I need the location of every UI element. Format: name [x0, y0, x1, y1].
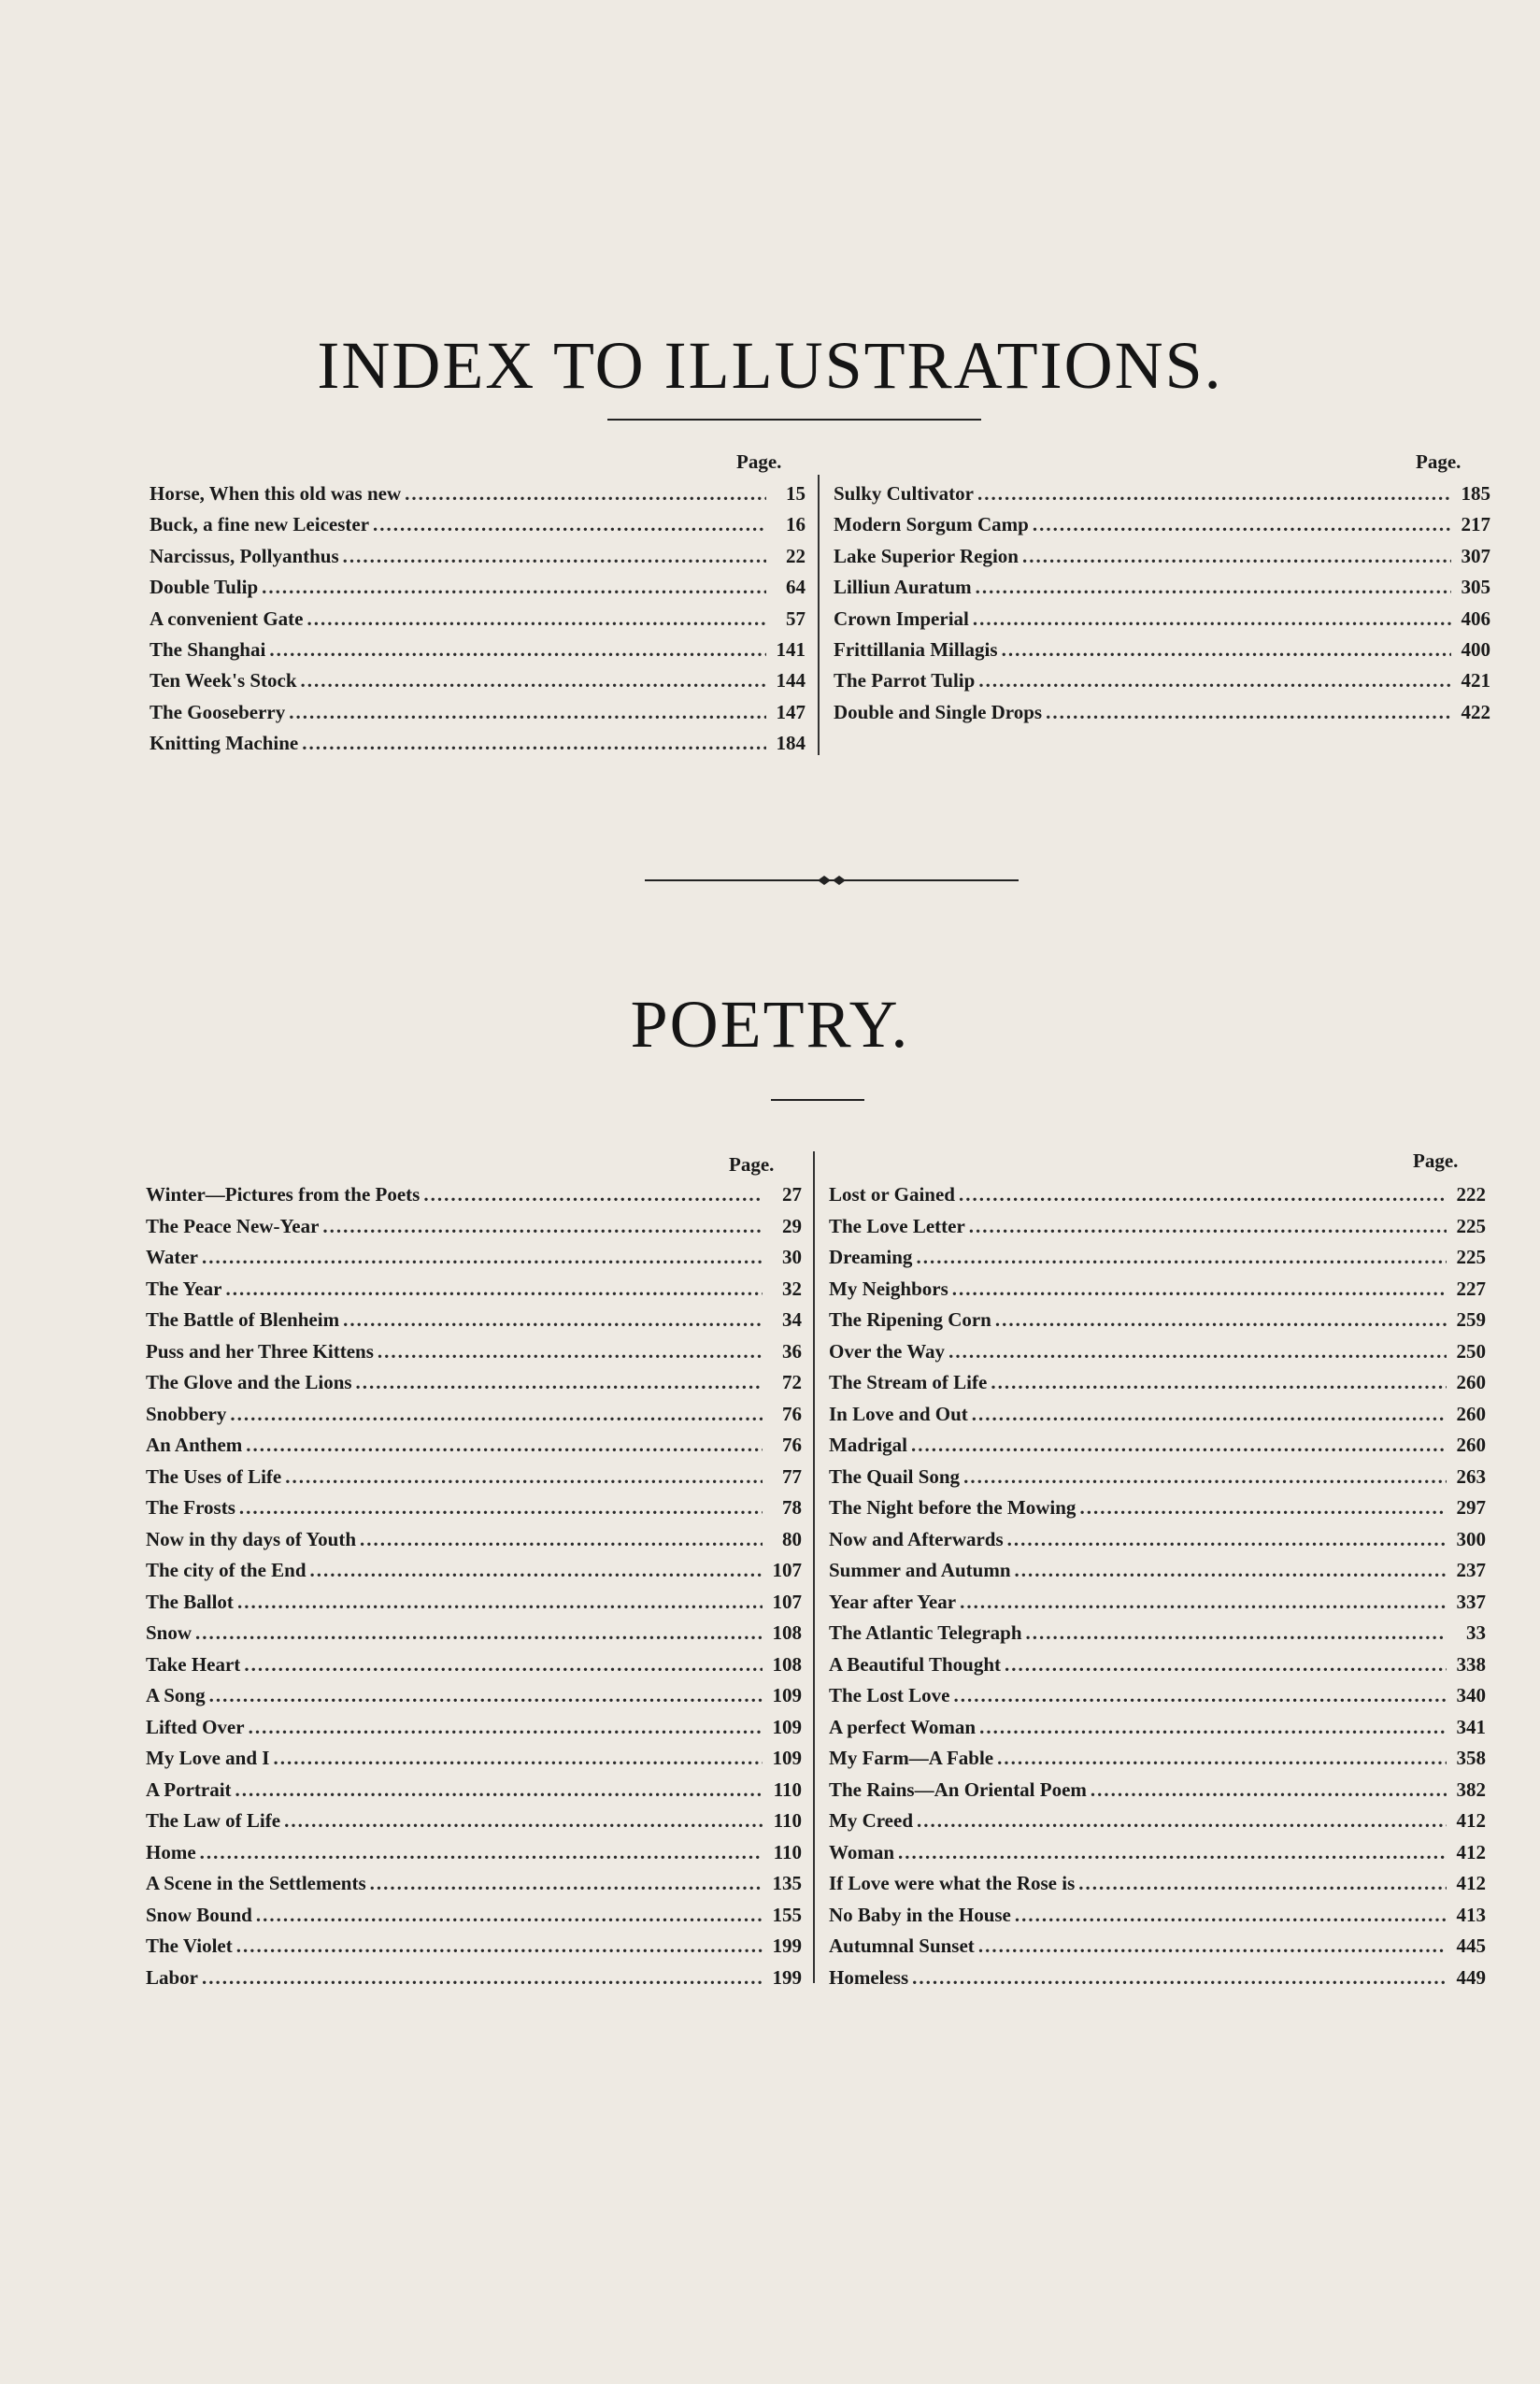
dot-leader: [322, 1211, 763, 1243]
entry-title: Winter—Pictures from the Poets: [146, 1183, 421, 1206]
entry-page-number: 227: [1456, 1277, 1486, 1300]
entry-title: Snow: [146, 1621, 192, 1644]
index-entry: [829, 1618, 1486, 1649]
entry-page-number: 337: [1456, 1590, 1486, 1613]
entry-page-number: 109: [772, 1684, 802, 1706]
entry-title: Year after Year: [829, 1590, 957, 1613]
dot-leader: [356, 1367, 763, 1399]
dot-leader: [1015, 1900, 1447, 1932]
entry-title: Frittillania Millagis: [834, 637, 998, 661]
entry-page-number: 185: [1461, 482, 1490, 505]
dot-leader: [246, 1430, 763, 1462]
dot-leader: [1002, 635, 1451, 665]
entry-page-number: 22: [786, 544, 806, 567]
entry-page-number: 108: [772, 1621, 802, 1644]
entry-title: Lifted Over: [146, 1715, 245, 1738]
entry-title: Lost or Gained: [829, 1183, 955, 1206]
entry-title: The Law of Life: [146, 1809, 281, 1832]
dot-leader: [284, 1806, 763, 1837]
index-entry: [829, 1587, 1486, 1619]
index-entry: [150, 635, 806, 665]
dot-leader: [1078, 1868, 1447, 1900]
dot-leader: [209, 1680, 763, 1712]
entry-title: Double Tulip: [150, 576, 259, 599]
poetry-heading: POETRY.: [630, 987, 910, 1062]
index-entry: [146, 1211, 802, 1243]
dot-leader: [230, 1399, 763, 1431]
index-entry: [829, 1211, 1486, 1243]
entry-title: The Violet: [146, 1934, 233, 1957]
dot-leader: [972, 1399, 1447, 1431]
entry-page-number: 184: [776, 732, 806, 755]
index-entry: [829, 1492, 1486, 1524]
index-entry: [146, 1367, 802, 1399]
dot-leader: [1091, 1775, 1447, 1806]
entry-page-number: 107: [772, 1559, 802, 1581]
index-entry: [150, 665, 806, 696]
index-entry: [146, 1680, 802, 1712]
index-entry: [146, 1555, 802, 1587]
dot-leader: [285, 1462, 763, 1493]
index-entry: [829, 1775, 1486, 1806]
entry-page-number: 260: [1456, 1402, 1486, 1425]
entry-title: Puss and her Three Kittens: [146, 1339, 374, 1363]
dot-leader: [973, 604, 1451, 635]
index-entry: [146, 1963, 802, 1994]
index-entry: [834, 635, 1490, 665]
entry-page-number: 107: [772, 1590, 802, 1613]
index-entry: [146, 1931, 802, 1963]
dot-leader: [954, 1680, 1447, 1712]
entry-page-number: 110: [773, 1777, 802, 1801]
entry-page-number: 155: [772, 1903, 802, 1926]
index-entry: [829, 1336, 1486, 1368]
dot-leader: [302, 728, 766, 759]
dot-leader: [978, 1931, 1447, 1963]
entry-page-number: 76: [782, 1434, 802, 1456]
entry-page-number: 260: [1456, 1434, 1486, 1456]
entry-title: Sulky Cultivator: [834, 482, 974, 505]
dot-leader: [952, 1274, 1447, 1306]
entry-page-number: 338: [1456, 1652, 1486, 1676]
dot-leader: [237, 1587, 763, 1619]
index-entry: [150, 541, 806, 572]
index-entry: [834, 697, 1490, 728]
index-entry: [146, 1274, 802, 1306]
dot-leader: [1015, 1555, 1447, 1587]
entry-page-number: 250: [1456, 1339, 1486, 1363]
dot-leader: [301, 665, 766, 696]
entry-page-number: 297: [1456, 1496, 1486, 1519]
entry-title: The Night before the Mowing: [829, 1496, 1077, 1519]
dot-leader: [249, 1712, 763, 1744]
dot-leader: [995, 1305, 1447, 1336]
dot-leader: [236, 1931, 763, 1963]
index-entry: [146, 1806, 802, 1837]
entry-page-number: 421: [1461, 669, 1490, 692]
index-entry: [829, 1242, 1486, 1274]
index-entry: [829, 1680, 1486, 1712]
dot-leader: [256, 1900, 763, 1932]
entry-page-number: 422: [1461, 700, 1490, 723]
dot-leader: [977, 478, 1451, 509]
entry-page-number: 341: [1456, 1715, 1486, 1738]
index-entry: [150, 728, 806, 759]
dot-leader: [262, 572, 766, 603]
dot-leader: [960, 1587, 1447, 1619]
dot-leader: [978, 665, 1451, 696]
entry-title: My Farm—A Fable: [829, 1747, 994, 1769]
dot-leader: [244, 1649, 763, 1681]
entry-title: My Creed: [829, 1809, 913, 1832]
entry-title: The Battle of Blenheim: [146, 1308, 340, 1331]
dot-leader: [360, 1524, 763, 1556]
page-column-label: Page.: [729, 1153, 775, 1176]
index-entry: [829, 1649, 1486, 1681]
index-entry: [146, 1305, 802, 1336]
index-entry: [146, 1743, 802, 1775]
entry-title: Dreaming: [829, 1246, 913, 1268]
entry-title: A convenient Gate: [150, 607, 304, 630]
dot-leader: [307, 604, 766, 635]
entry-title: Now in thy days of Youth: [146, 1527, 357, 1550]
index-entry: [834, 665, 1490, 696]
entry-title: Labor: [146, 1965, 199, 1989]
index-entry: [146, 1336, 802, 1368]
entry-page-number: 80: [782, 1527, 802, 1550]
index-entry: [834, 509, 1490, 540]
dot-leader: [202, 1242, 763, 1274]
entry-title: Over the Way: [829, 1339, 946, 1363]
dot-leader: [273, 1743, 763, 1775]
entry-page-number: 141: [776, 637, 806, 661]
dot-leader: [997, 1743, 1447, 1775]
entry-title: The Stream of Life: [829, 1371, 988, 1393]
entry-title: The Year: [146, 1277, 222, 1300]
entry-page-number: 64: [786, 576, 806, 599]
entry-title: Summer and Autumn: [829, 1559, 1011, 1581]
entry-page-number: 32: [782, 1277, 802, 1300]
entry-page-number: 413: [1456, 1903, 1486, 1926]
entry-page-number: 412: [1456, 1840, 1486, 1863]
entry-page-number: 29: [782, 1214, 802, 1237]
entry-page-number: 412: [1456, 1809, 1486, 1832]
entry-title: Madrigal: [829, 1434, 907, 1456]
entry-title: The Ballot: [146, 1590, 234, 1613]
entry-page-number: 16: [786, 513, 806, 536]
index-entry: [150, 697, 806, 728]
index-entry: [146, 1712, 802, 1744]
entry-page-number: 400: [1461, 637, 1490, 661]
entry-title: The Lost Love: [829, 1684, 950, 1706]
index-entry: [829, 1179, 1486, 1211]
dot-leader: [911, 1430, 1447, 1462]
entry-title: My Neighbors: [829, 1277, 948, 1300]
entry-page-number: 340: [1456, 1684, 1486, 1706]
index-entry: [834, 604, 1490, 635]
index-entry: [829, 1963, 1486, 1994]
section-ornament: [645, 874, 1019, 887]
dot-leader: [310, 1555, 763, 1587]
dot-leader: [976, 572, 1451, 603]
illustrations-right-column: [834, 478, 1490, 728]
entry-title: Lake Superior Region: [834, 544, 1019, 567]
index-entry: [146, 1492, 802, 1524]
entry-title: The Shanghai: [150, 637, 266, 661]
entry-page-number: 237: [1456, 1559, 1486, 1581]
index-entry: [146, 1900, 802, 1932]
entry-page-number: 225: [1456, 1214, 1486, 1237]
poetry-left-column: [146, 1179, 802, 1993]
dot-leader: [202, 1963, 763, 1994]
index-entry: [150, 509, 806, 540]
entry-title: Snow Bound: [146, 1903, 252, 1926]
entry-title: The city of the End: [146, 1559, 307, 1581]
entry-title: The Gooseberry: [150, 700, 286, 723]
entry-page-number: 27: [782, 1183, 802, 1206]
entry-page-number: 110: [773, 1809, 802, 1832]
entry-page-number: 76: [782, 1402, 802, 1425]
entry-title: A perfect Woman: [829, 1715, 977, 1738]
index-entry: [146, 1399, 802, 1431]
index-entry: [829, 1712, 1486, 1744]
dot-leader: [1026, 1618, 1447, 1649]
entry-title: Homeless: [829, 1965, 909, 1989]
index-entry: [829, 1305, 1486, 1336]
entry-title: Modern Sorgum Camp: [834, 513, 1029, 536]
entry-page-number: 406: [1461, 607, 1490, 630]
entry-page-number: 449: [1456, 1965, 1486, 1989]
index-entry: [829, 1837, 1486, 1869]
entry-title: Double and Single Drops: [834, 700, 1043, 723]
index-entry: [146, 1775, 802, 1806]
entry-title: The Uses of Life: [146, 1464, 282, 1488]
dot-leader: [912, 1963, 1447, 1994]
entry-title: The Quail Song: [829, 1464, 961, 1488]
dot-leader: [1022, 541, 1451, 572]
entry-title: Lilliun Auratum: [834, 576, 972, 599]
index-entry: [834, 541, 1490, 572]
entry-page-number: 147: [776, 700, 806, 723]
dot-leader: [195, 1618, 763, 1649]
entry-title: Autumnal Sunset: [829, 1934, 975, 1957]
entry-title: The Parrot Tulip: [834, 669, 976, 692]
index-entry: [834, 572, 1490, 603]
entry-title: The Frosts: [146, 1496, 235, 1519]
dot-leader: [1079, 1492, 1447, 1524]
dot-leader: [343, 541, 766, 572]
index-entry: [150, 572, 806, 603]
dot-leader: [969, 1211, 1447, 1243]
dot-leader: [235, 1775, 763, 1806]
entry-title: The Rains—An Oriental Poem: [829, 1777, 1087, 1801]
entry-page-number: 72: [782, 1371, 802, 1393]
entry-page-number: 15: [786, 482, 806, 505]
entry-title: Knitting Machine: [150, 732, 299, 755]
entry-title: The Love Letter: [829, 1214, 965, 1237]
entry-page-number: 305: [1461, 576, 1490, 599]
entry-page-number: 109: [772, 1747, 802, 1769]
entry-page-number: 199: [772, 1965, 802, 1989]
illustrations-heading: INDEX TO ILLUSTRATIONS.: [317, 328, 1223, 403]
entry-page-number: 307: [1461, 544, 1490, 567]
entry-page-number: 34: [782, 1308, 802, 1331]
entry-page-number: 260: [1456, 1371, 1486, 1393]
entry-title: Snobbery: [146, 1402, 227, 1425]
entry-title: An Anthem: [146, 1434, 243, 1456]
index-entry: [146, 1618, 802, 1649]
index-entry: [834, 478, 1490, 509]
dot-leader: [963, 1462, 1447, 1493]
entry-title: A Beautiful Thought: [829, 1652, 1002, 1676]
dot-leader: [225, 1274, 763, 1306]
entry-page-number: 36: [782, 1339, 802, 1363]
dot-leader: [959, 1179, 1447, 1211]
index-entry: [829, 1274, 1486, 1306]
heading-rule: [771, 1099, 864, 1101]
entry-title: Ten Week's Stock: [150, 669, 297, 692]
entry-title: Narcissus, Pollyanthus: [150, 544, 339, 567]
entry-title: Horse, When this old was new: [150, 482, 402, 505]
dot-leader: [423, 1179, 763, 1211]
index-entry: [146, 1837, 802, 1869]
dot-leader: [343, 1305, 763, 1336]
column-divider: [818, 475, 820, 755]
entry-page-number: 109: [772, 1715, 802, 1738]
entry-page-number: 144: [776, 669, 806, 692]
entry-title: No Baby in the House: [829, 1903, 1011, 1926]
poetry-right-column: [829, 1179, 1486, 1993]
index-entry: [146, 1587, 802, 1619]
dot-leader: [269, 635, 766, 665]
index-entry: [146, 1430, 802, 1462]
index-entry: [150, 604, 806, 635]
page-column-label: Page.: [1413, 1149, 1459, 1172]
index-entry: [829, 1462, 1486, 1493]
entry-page-number: 225: [1456, 1246, 1486, 1268]
entry-page-number: 57: [786, 607, 806, 630]
index-entry: [829, 1524, 1486, 1556]
dot-leader: [991, 1367, 1447, 1399]
entry-title: My Love and I: [146, 1747, 270, 1769]
dot-leader: [917, 1806, 1447, 1837]
entry-page-number: 382: [1456, 1777, 1486, 1801]
entry-title: Buck, a fine new Leicester: [150, 513, 370, 536]
index-entry: [829, 1900, 1486, 1932]
dot-leader: [370, 1868, 763, 1900]
dot-leader: [948, 1336, 1447, 1368]
dot-leader: [373, 509, 766, 540]
index-entry: [829, 1743, 1486, 1775]
entry-page-number: 135: [772, 1872, 802, 1894]
dot-leader: [405, 478, 766, 509]
entry-page-number: 77: [782, 1464, 802, 1488]
index-entry: [829, 1931, 1486, 1963]
entry-title: Now and Afterwards: [829, 1527, 1004, 1550]
index-entry: [146, 1242, 802, 1274]
index-entry: [829, 1430, 1486, 1462]
dot-leader: [916, 1242, 1447, 1274]
index-entry: [829, 1555, 1486, 1587]
entry-page-number: 259: [1456, 1308, 1486, 1331]
entry-page-number: 78: [782, 1496, 802, 1519]
entry-page-number: 222: [1456, 1183, 1486, 1206]
entry-title: Take Heart: [146, 1652, 241, 1676]
entry-page-number: 412: [1456, 1872, 1486, 1894]
entry-page-number: 110: [773, 1840, 802, 1863]
entry-page-number: 30: [782, 1246, 802, 1268]
entry-page-number: 108: [772, 1652, 802, 1676]
entry-page-number: 358: [1456, 1747, 1486, 1769]
entry-page-number: 33: [1466, 1621, 1486, 1644]
dot-leader: [898, 1837, 1447, 1869]
dot-leader: [239, 1492, 763, 1524]
dot-leader: [1007, 1524, 1447, 1556]
entry-title: The Glove and the Lions: [146, 1371, 352, 1393]
entry-title: Water: [146, 1246, 198, 1268]
entry-title: A Portrait: [146, 1777, 232, 1801]
page-column-label: Page.: [736, 450, 782, 473]
index-entry: [146, 1649, 802, 1681]
entry-page-number: 445: [1456, 1934, 1486, 1957]
index-entry: [829, 1868, 1486, 1900]
index-entry: [829, 1806, 1486, 1837]
illustrations-left-column: [150, 478, 806, 760]
index-entry: [829, 1367, 1486, 1399]
entry-page-number: 300: [1456, 1527, 1486, 1550]
entry-title: The Peace New-Year: [146, 1214, 320, 1237]
entry-page-number: 217: [1461, 513, 1490, 536]
column-divider: [813, 1151, 815, 1983]
page-column-label: Page.: [1416, 450, 1462, 473]
entry-page-number: 263: [1456, 1464, 1486, 1488]
dot-leader: [378, 1336, 763, 1368]
dot-leader: [979, 1712, 1447, 1744]
entry-title: A Scene in the Settlements: [146, 1872, 366, 1894]
entry-title: The Ripening Corn: [829, 1308, 991, 1331]
index-entry: [829, 1399, 1486, 1431]
index-entry: [146, 1179, 802, 1211]
dot-leader: [200, 1837, 763, 1869]
entry-title: Home: [146, 1840, 196, 1863]
entry-title: A Song: [146, 1684, 206, 1706]
dot-leader: [1033, 509, 1451, 540]
entry-title: The Atlantic Telegraph: [829, 1621, 1022, 1644]
dot-leader: [1005, 1649, 1447, 1681]
entry-title: If Love were what the Rose is: [829, 1872, 1076, 1894]
index-entry: [150, 478, 806, 509]
index-entry: [146, 1462, 802, 1493]
heading-rule: [607, 419, 981, 421]
index-entry: [146, 1868, 802, 1900]
entry-page-number: 199: [772, 1934, 802, 1957]
entry-title: In Love and Out: [829, 1402, 968, 1425]
entry-title: Crown Imperial: [834, 607, 969, 630]
entry-title: Woman: [829, 1840, 895, 1863]
dot-leader: [1046, 697, 1451, 728]
index-entry: [146, 1524, 802, 1556]
dot-leader: [289, 697, 766, 728]
